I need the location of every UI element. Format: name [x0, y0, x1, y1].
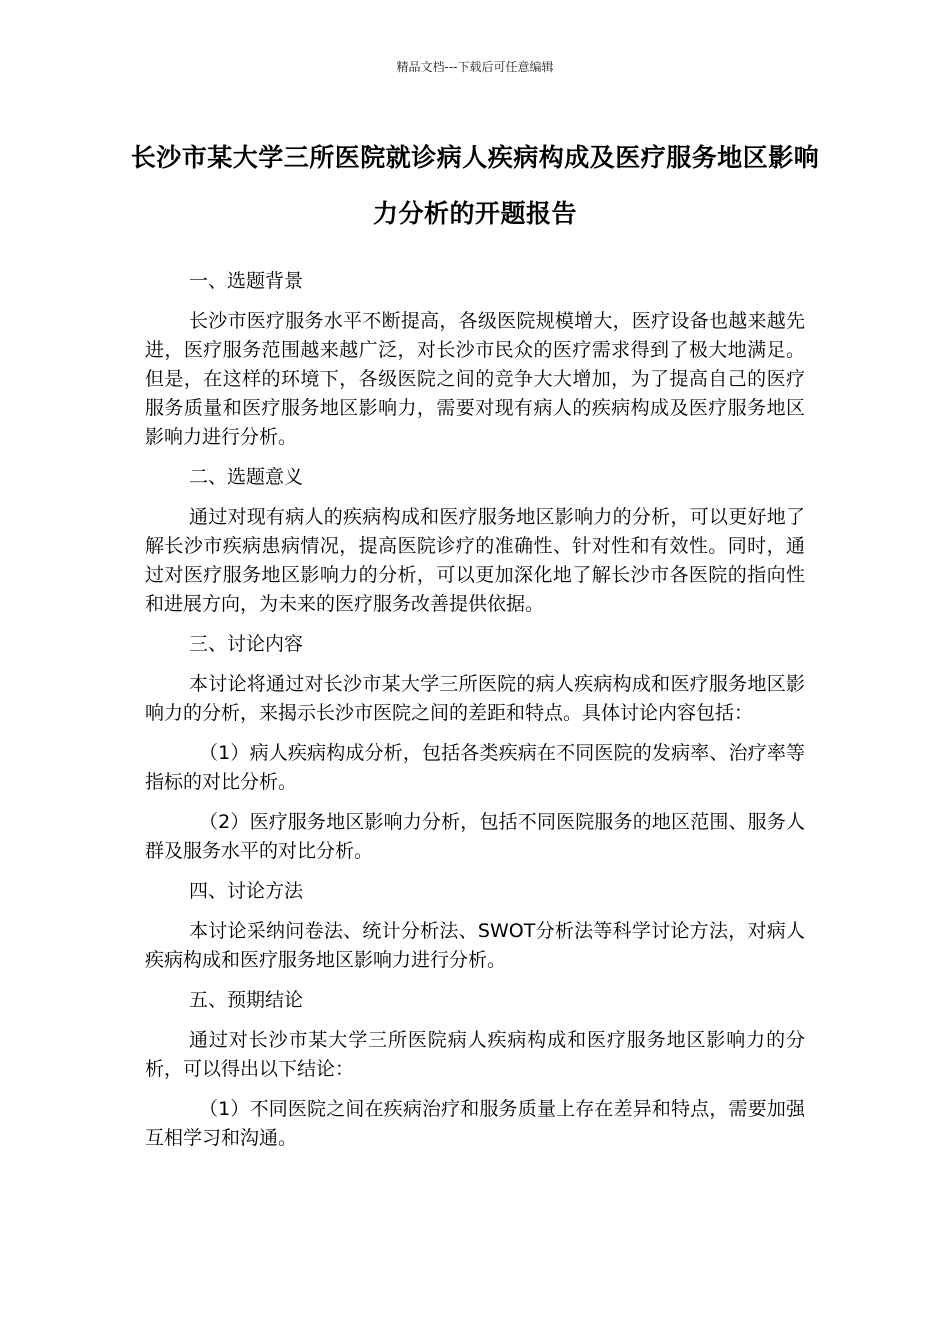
document-title: 长沙市某大学三所医院就诊病人疾病构成及医疗服务地区影响力分析的开题报告	[130, 143, 820, 228]
section-heading: 五、预期结论	[189, 989, 304, 1011]
header-note: 精品文档---下载后可任意编辑	[396, 60, 554, 74]
section-heading: 一、选题背景	[189, 270, 304, 292]
list-item: （1）不同医院之间在疾病治疗和服务质量上存在差异和特点，需要加强互相学习和沟通。	[145, 1098, 805, 1149]
section-paragraph: 通过对长沙市某大学三所医院病人疾病构成和医疗服务地区影响力的分析，可以得出以下结论：	[145, 1029, 805, 1080]
section-heading: 三、讨论内容	[189, 633, 304, 655]
section-paragraph: 本讨论采纳问卷法、统计分析法、SWOT分析法等科学讨论方法，对病人疾病构成和医疗服务地区影响力进行分析。	[145, 920, 805, 971]
list-item: （1）病人疾病构成分析，包括各类疾病在不同医院的发病率、治疗率等指标的对比分析。	[145, 742, 805, 793]
section-heading: 二、选题意义	[189, 466, 304, 488]
section-heading: 四、讨论方法	[189, 880, 304, 902]
section-paragraph: 本讨论将通过对长沙市某大学三所医院的病人疾病构成和医疗服务地区影响力的分析，来揭示长沙市医院之间的差距和特点。具体讨论内容包括：	[145, 673, 805, 724]
section-paragraph: 长沙市医疗服务水平不断提高，各级医院规模增大，医疗设备也越来越先进，医疗服务范围越来越广泛，对长沙市民众的医疗需求得到了极大地满足。但是，在这样的环境下，各级医院之间的竞争大大增加，为了提高自己的医疗服务质量和医疗服务地区影响力，需要对现有病人的疾病构成及医疗服务地区影响力进行分析。	[145, 310, 805, 448]
document-body	[145, 267, 805, 1164]
list-item: （2）医疗服务地区影响力分析，包括不同医院服务的地区范围、服务人群及服务水平的对比分析。	[145, 811, 805, 862]
section-paragraph: 通过对现有病人的疾病构成和医疗服务地区影响力的分析，可以更好地了解长沙市疾病患病情况，提高医院诊疗的准确性、针对性和有效性。同时，通过对医疗服务地区影响力的分析，可以更加深化地了解长沙市各医院的指向性和进展方向，为未来的医疗服务改善提供依据。	[145, 506, 805, 615]
